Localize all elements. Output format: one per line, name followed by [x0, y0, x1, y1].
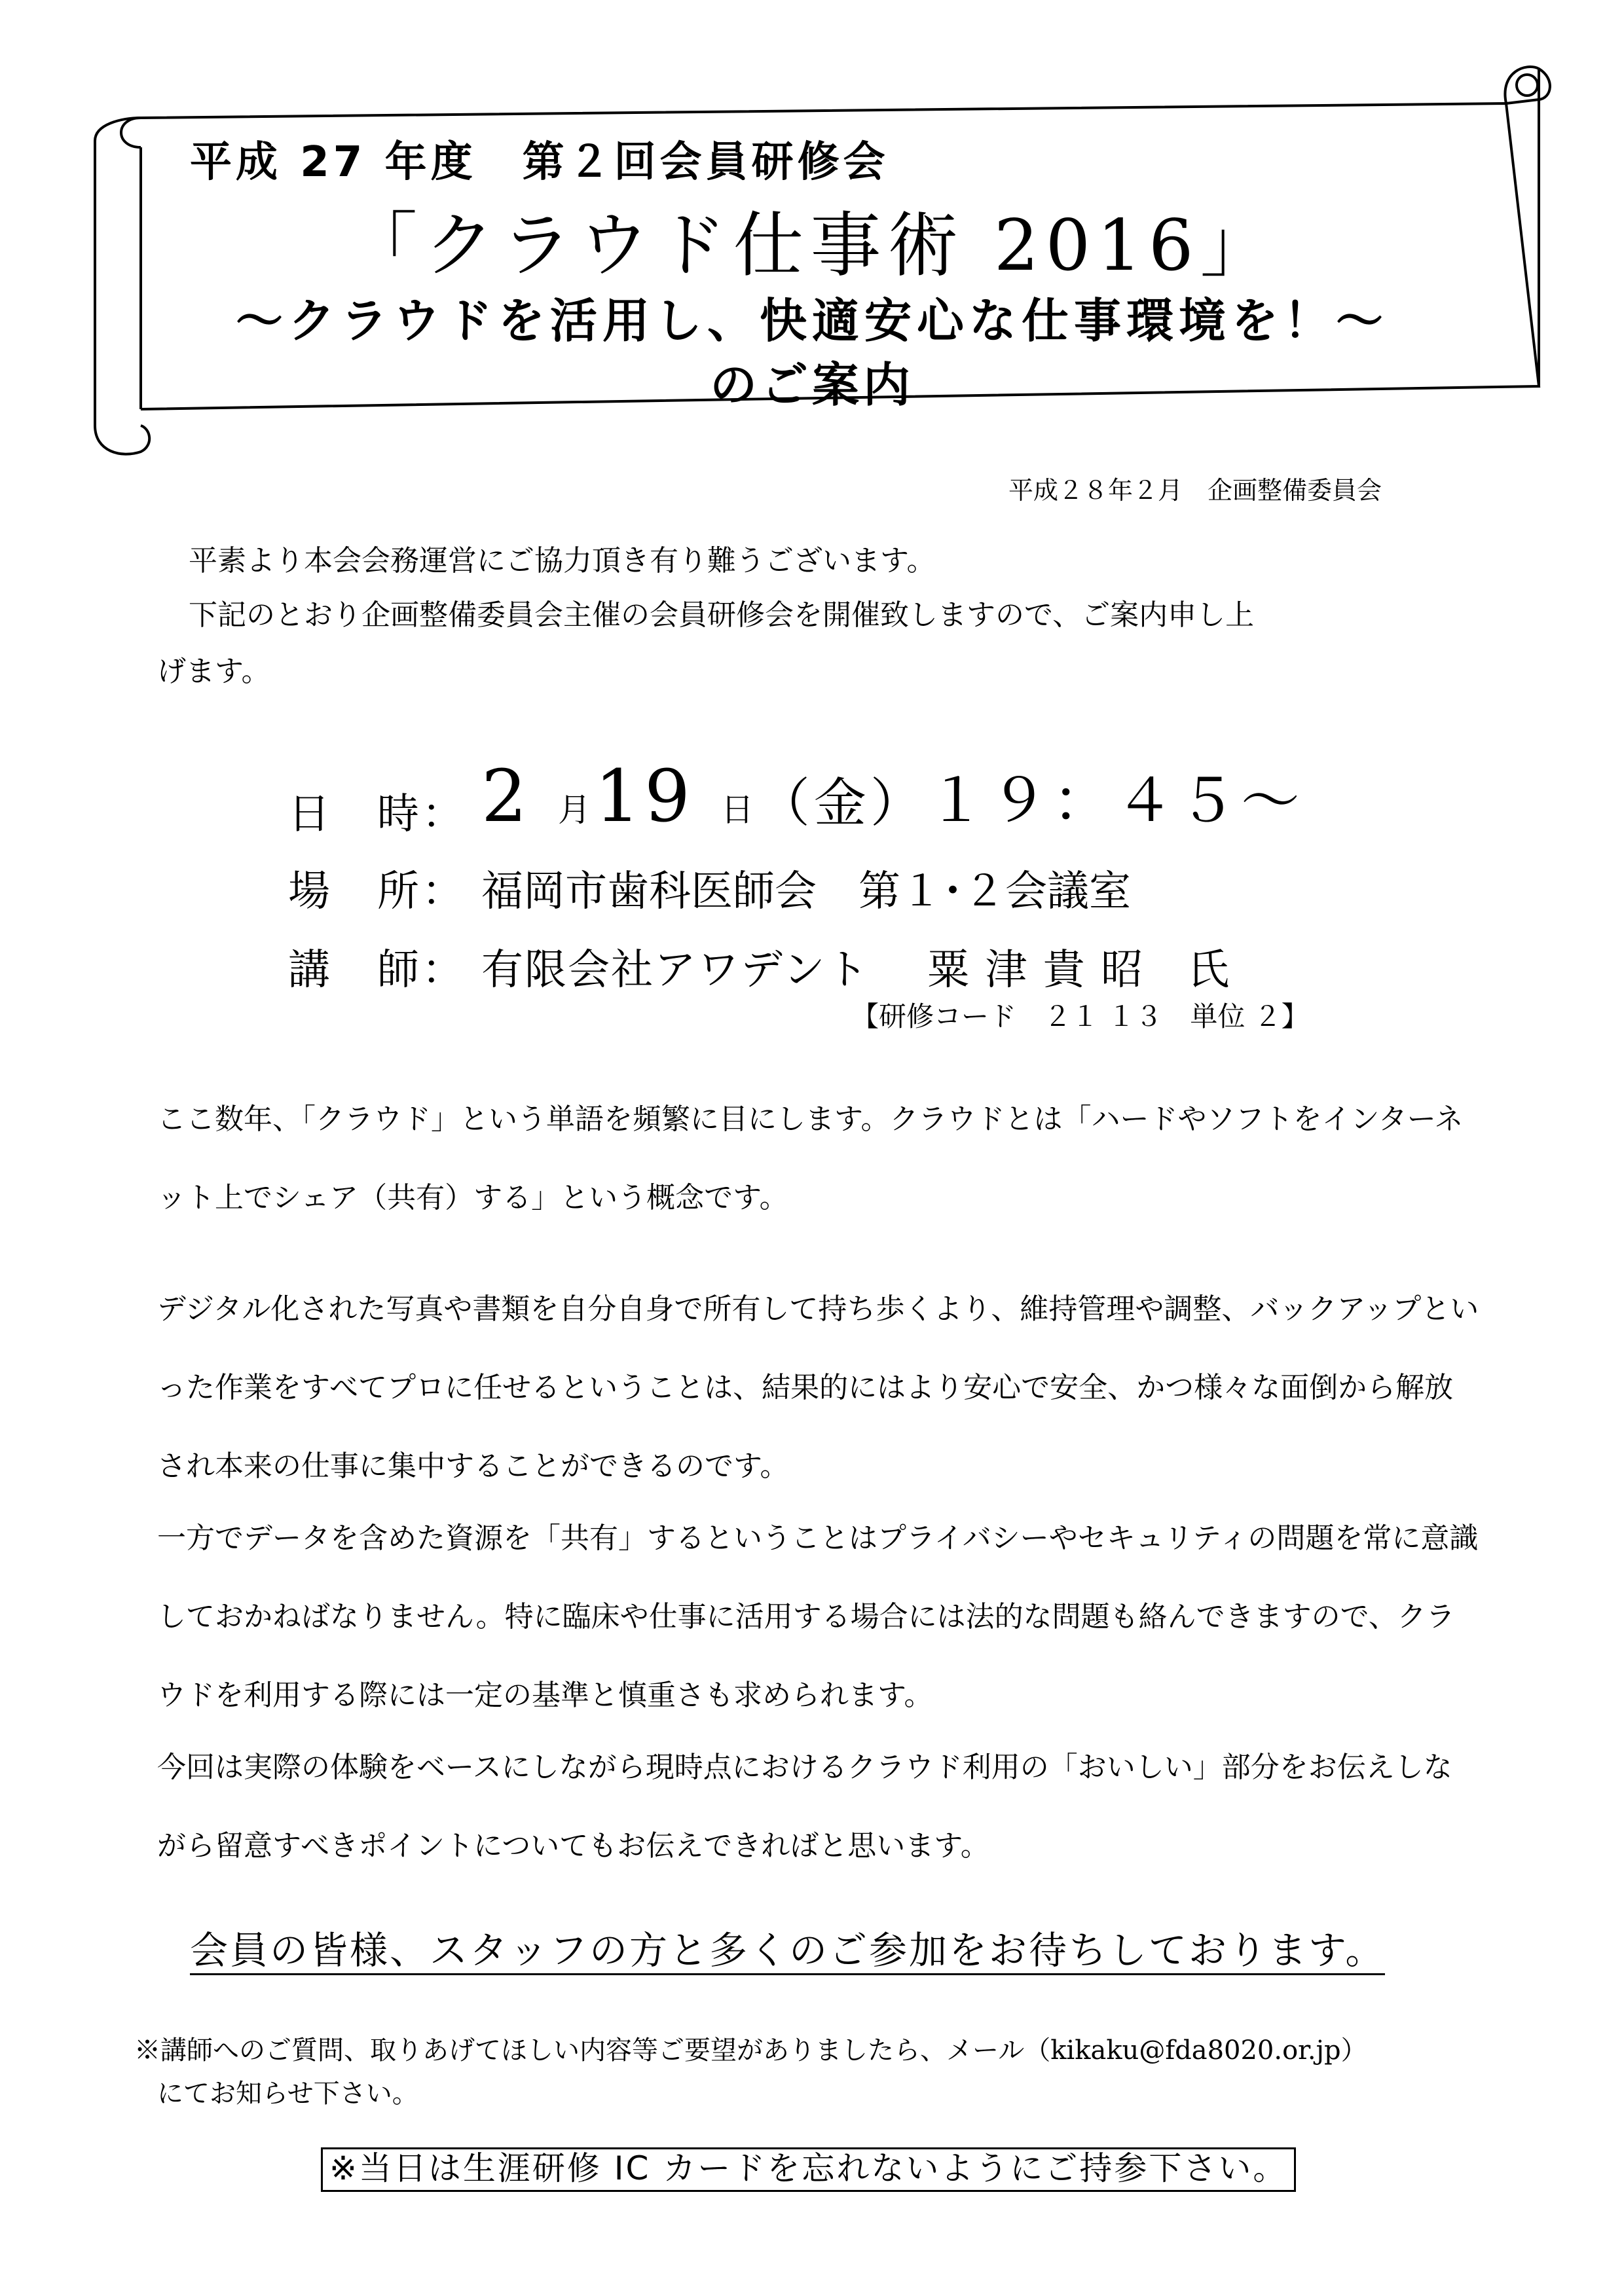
intro-line: 平素より本会会務運営にご協力頂き有り難うございます。	[189, 544, 936, 577]
body-paragraph: デジタル化された写真や書類を自分自身で所有して持ち歩くより、維持管理や調整、バックアップといった作業をすべてプロに任せるということは、結果的にはより安心で安全、かつ様々な面倒から解放され本来の仕事に集中することができるのです。	[157, 1292, 1479, 1483]
banner-tagline: ～クラウドを活用し、快適安心な仕事環境を！～	[235, 293, 1388, 348]
body-paragraph: ここ数年、「クラウド」という単語を頻繁に目にします。クラウドとは「ハードやソフトをインターネット上でシェア（共有）する」という概念です。	[157, 1102, 1464, 1214]
ic-card-reminder: ※当日は生涯研修 IC カードを忘れないようにご持参下さい。	[321, 2147, 1296, 2192]
body-paragraph: 今回は実際の体験をベースにしながら現時点におけるクラウド利用の「おいしい」部分をお伝えしながら留意すべきポイントについてもお伝えできればと思います。	[157, 1751, 1452, 1863]
month-unit: 月	[557, 791, 595, 829]
lecturer-value: 有限会社アワデント 粟 津 貴 昭 氏	[481, 946, 1231, 994]
event-month: 2	[481, 754, 531, 838]
day-unit: 日	[720, 791, 758, 829]
intro-line: げます。	[157, 655, 270, 688]
venue-value: 福岡市歯科医師会 第１･２会議室	[481, 867, 1131, 916]
body-paragraph: 一方でデータを含めた資源を「共有」するということはプライバシーやセキュリティの問題を常に意識しておかねばなりません。特に臨床や仕事に活用する場合には法的な問題も絡んできますので、クラウドを利用する際には一定の基準と慎重さも求められます。	[157, 1522, 1479, 1712]
training-code: 【研修コード ２１ １３ 単位 ２】	[851, 1000, 1309, 1032]
banner-subtitle: 平成 27 年度 第２回会員研修会	[190, 138, 889, 187]
closing-invitation: 会員の皆様、スタッフの方と多くのご参加をお待ちしております。	[190, 1931, 1385, 1975]
banner-title: 「クラウド仕事術 2016」	[346, 205, 1278, 287]
contact-note: ※講師へのご質問、取りあげてほしい内容等ご要望がありましたら、メール（kikaku@fda8020.or.jp）	[134, 2035, 1367, 2066]
issue-date-and-committee: 平成２８年２月 企画整備委員会	[1008, 476, 1382, 505]
venue-label: 場 所：	[288, 867, 466, 916]
contact-note: にてお知らせ下さい。	[157, 2079, 418, 2109]
banner-announcement: のご案内	[709, 357, 914, 412]
lecturer-label: 講 師：	[288, 946, 466, 994]
event-weekday: （金）	[757, 773, 927, 833]
event-day: 19	[594, 754, 694, 838]
datetime-value	[481, 753, 1304, 838]
datetime-label: 日 時：	[288, 790, 466, 839]
intro-line: 下記のとおり企画整備委員会主催の会員研修会を開催致しますので、ご案内申し上	[189, 598, 1255, 632]
event-time: １９：４５～	[926, 767, 1304, 835]
